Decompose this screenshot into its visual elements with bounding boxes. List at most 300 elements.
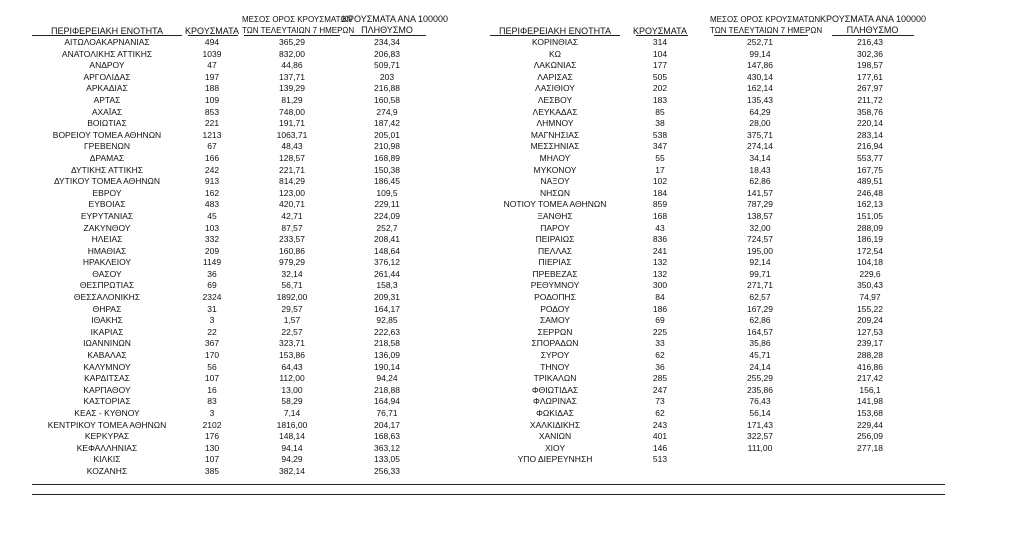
region-cell: ΕΥΒΟΙΑΣ [88,199,126,210]
avg-cell: 64,43 [281,361,303,372]
per100k-cell: 209,24 [857,315,883,326]
cases-cell: 43 [655,222,665,233]
avg-cell: 195,00 [747,245,773,256]
avg-cell: 45,71 [749,350,771,361]
region-cell: ΑΝΔΡΟΥ [89,60,125,71]
table-row [32,385,502,397]
region-cell: ΖΑΚΥΝΘΟΥ [83,222,131,233]
table-row [480,49,950,61]
cases-cell: 85 [655,106,665,117]
table-row [480,176,950,188]
cases-cell: 401 [652,431,668,442]
header-underline [832,35,914,36]
avg-cell: 814,29 [279,176,305,187]
per100k-cell: 109,5 [376,187,398,198]
cases-cell: 67 [207,141,217,152]
table-row [32,72,502,84]
region-cell: ΚΕΦΑΛΛΗΝΙΑΣ [76,442,138,453]
table-row [480,373,950,385]
table-row [32,49,502,61]
region-cell: ΙΩΑΝΝΙΝΩΝ [83,338,131,349]
cases-cell: 130 [204,442,220,453]
table-row [32,420,502,432]
per100k-cell: 76,71 [376,408,398,418]
per100k-cell: 261,44 [374,268,400,279]
table-row [480,408,950,420]
avg-cell: 128,57 [279,152,305,163]
cases-cell: 103 [204,222,220,233]
region-cell: ΦΛΩΡΙΝΑΣ [533,396,577,407]
avg-cell: 13,00 [281,384,303,395]
table-row [480,37,950,49]
cases-cell: 22 [207,326,217,337]
cases-cell: 162 [204,187,220,198]
region-cell: ΗΜΑΘΙΑΣ [87,245,127,256]
region-cell: ΦΘΙΩΤΙΔΑΣ [531,384,579,395]
avg-cell: 22,57 [281,326,303,337]
region-cell: ΔΥΤΙΚΟΥ ΤΟΜΕΑ ΑΘΗΝΩΝ [53,176,161,187]
cases-cell: 38 [655,118,665,129]
avg-cell: 235,86 [747,384,773,395]
region-cell: ΝΑΞΟΥ [540,176,570,187]
region-cell: ΡΟΔΟΥ [540,303,570,314]
per100k-cell: 186,19 [857,234,883,245]
avg-cell: 64,29 [749,106,771,117]
cases-cell: 69 [207,280,217,291]
per100k-cell: 164,94 [374,396,400,407]
table-row [480,107,950,119]
region-cell: ΜΕΣΣΗΝΙΑΣ [530,141,580,152]
cases-cell: 36 [207,268,217,279]
table-row [32,396,502,408]
region-cell: ΘΕΣΠΡΩΤΙΑΣ [79,280,135,291]
cases-cell: 2102 [202,419,222,430]
header-per100k-line2: ΠΛΗΘΥΣΜΟ [846,25,899,35]
region-cell: ΝΗΣΩΝ [539,187,571,198]
avg-cell: 1,57 [283,315,301,326]
avg-cell: 164,57 [747,326,773,337]
cases-cell: 243 [652,419,668,430]
per100k-cell: 288,09 [857,222,883,233]
avg-cell: 138,57 [747,210,773,221]
cases-cell: 31 [207,303,217,314]
avg-cell: 42,71 [281,210,303,221]
avg-cell: 94,29 [281,454,303,465]
bottom-rule [32,494,945,495]
avg-cell: 153,86 [279,350,305,361]
per100k-cell: 229,11 [374,199,400,210]
cases-cell: 17 [655,164,665,175]
cases-cell: 225 [652,326,668,337]
per100k-cell: 104,18 [857,257,883,268]
per100k-cell: 162,13 [857,199,883,210]
table-row [32,234,502,246]
avg-cell: 112,00 [279,373,305,384]
per100k-cell: 229,6 [859,268,881,279]
per100k-cell: 553,77 [857,152,883,163]
region-cell: ΑΝΑΤΟΛΙΚΗΣ ΑΤΤΙΚΗΣ [61,48,153,59]
region-cell: ΒΟΙΩΤΙΑΣ [87,118,127,129]
per100k-cell: 190,14 [374,361,400,372]
table-row [480,338,950,350]
avg-cell: 56,71 [281,280,303,291]
avg-cell: 160,86 [279,245,305,256]
table-row [480,431,950,443]
header-avg-line2: ΤΩΝ ΤΕΛΕΥΤΑΙΩΝ 7 ΗΜΕΡΩΝ [710,26,823,35]
region-cell: ΚΟΖΑΝΗΣ [86,465,128,476]
cases-cell: 55 [655,152,665,163]
table-row [32,223,502,235]
table-row [32,118,502,130]
region-cell: ΚΩ [548,48,562,59]
cases-cell: 45 [207,210,217,221]
cases-cell: 102 [652,176,668,187]
per100k-cell: 216,43 [857,37,883,47]
per100k-cell: 186,45 [374,176,400,187]
cases-cell: 367 [204,338,220,349]
cases-cell: 300 [652,280,668,291]
table-row [480,280,950,292]
header-cases: ΚΡΟΥΣΜΑΤΑ [633,26,687,36]
cases-cell: 69 [655,315,665,326]
header-underline [714,35,808,36]
left-rows [32,37,502,478]
table-row [480,141,950,153]
cases-cell: 859 [652,199,668,210]
table-row [32,165,502,177]
region-cell: ΠΕΙΡΑΙΩΣ [535,234,575,245]
avg-cell: 221,71 [279,164,305,175]
table-row [32,362,502,374]
avg-cell: 81,29 [281,94,303,105]
table-row [480,327,950,339]
table-row [480,362,950,374]
table-row [32,246,502,258]
region-cell: ΣΥΡΟΥ [540,350,570,361]
cases-cell: 170 [204,350,220,361]
per100k-cell: 168,89 [374,152,400,163]
table-row [480,223,950,235]
table-row [32,130,502,142]
cases-cell: 853 [204,106,220,117]
avg-cell: 191,71 [279,118,305,129]
region-cell: ΛΑΣΙΘΙΟΥ [535,83,575,94]
table-row [32,153,502,165]
table-row [32,199,502,211]
avg-cell: 32,14 [281,268,303,279]
per100k-cell: 234,34 [374,37,400,47]
region-cell: ΘΑΣΟΥ [92,268,122,279]
region-cell: ΘΗΡΑΣ [92,303,122,314]
region-cell: ΗΡΑΚΛΕΙΟΥ [82,257,132,268]
region-cell: ΧΑΝΙΩΝ [538,431,572,442]
per100k-cell: 164,17 [374,303,400,314]
cases-cell: 385 [204,465,220,476]
table-row [32,408,502,420]
avg-cell: 252,71 [747,37,773,47]
per100k-cell: 177,61 [857,71,883,82]
per100k-cell: 155,22 [857,303,883,314]
region-cell: ΜΗΛΟΥ [539,152,571,163]
region-cell: ΣΠΟΡΑΔΩΝ [531,338,579,349]
avg-cell: 1816,00 [276,419,308,430]
per100k-cell: 350,43 [857,280,883,291]
cases-cell: 836 [652,234,668,245]
cases-cell: 132 [652,268,668,279]
region-cell: ΤΡΙΚΑΛΩΝ [533,373,577,384]
table-row [480,72,950,84]
region-cell: ΥΠΟ ΔΙΕΡΕΥΝΗΣΗ [517,454,593,465]
cases-cell: 347 [652,141,668,152]
cases-cell: 107 [204,373,220,384]
table-row [32,338,502,350]
cases-cell: 1039 [202,48,222,59]
cases-cell: 109 [204,94,220,105]
cases-cell: 1149 [202,257,222,268]
header-underline [350,35,426,36]
per100k-cell: 216,88 [374,83,400,94]
region-cell: ΑΡΓΟΛΙΔΑΣ [83,71,131,82]
region-cell: ΦΩΚΙΔΑΣ [536,408,574,418]
right-table [480,0,950,548]
per100k-cell: 220,14 [857,118,883,129]
header-region: ΠΕΡΙΦΕΡΕΙΑΚΗ ΕΝΟΤΗΤΑ [498,26,612,36]
avg-cell: 24,14 [749,361,771,372]
cases-cell: 188 [204,83,220,94]
table-row [32,60,502,72]
avg-cell: 141,57 [747,187,773,198]
region-cell: ΛΑΡΙΣΑΣ [537,71,573,82]
table-row [32,350,502,362]
avg-cell: 748,00 [279,106,305,117]
per100k-cell: 141,98 [857,396,883,407]
cases-cell: 176 [204,431,220,442]
avg-cell: 171,43 [747,419,773,430]
cases-cell: 168 [652,210,668,221]
cases-cell: 16 [207,384,217,395]
per100k-cell: 256,09 [857,431,883,442]
header-underline [490,35,620,36]
table-row [32,188,502,200]
avg-cell: 123,00 [279,187,305,198]
per100k-cell: 153,68 [857,408,883,418]
cases-cell: 1213 [202,129,222,140]
region-cell: ΑΡΚΑΔΙΑΣ [86,83,128,94]
region-cell: ΠΑΡΟΥ [540,222,570,233]
avg-cell: 979,29 [279,257,305,268]
avg-cell: 832,00 [279,48,305,59]
cases-cell: 47 [207,60,217,71]
per100k-cell: 158,3 [376,280,398,291]
region-cell: ΠΙΕΡΙΑΣ [538,257,572,268]
cases-cell: 83 [207,396,217,407]
cases-cell: 3 [209,315,215,326]
region-cell: ΔΥΤΙΚΗΣ ΑΤΤΙΚΗΣ [70,164,144,175]
cases-cell: 242 [204,164,220,175]
avg-cell: 18,43 [749,164,771,175]
cases-cell: 186 [652,303,668,314]
header-avg-line1: ΜΕΣΟΣ ΟΡΟΣ ΚΡΟΥΣΜΑΤΩΝ [710,15,821,24]
table-row [480,234,950,246]
cases-cell: 209 [204,245,220,256]
region-cell: ΛΑΚΩΝΙΑΣ [533,60,577,71]
table-row [32,327,502,339]
table-row [480,83,950,95]
table-row [32,292,502,304]
cases-cell: 505 [652,71,668,82]
per100k-cell: 211,72 [857,94,883,105]
cases-cell: 314 [652,37,668,47]
avg-cell: 56,14 [749,408,771,418]
region-cell: ΘΕΣΣΑΛΟΝΙΚΗΣ [73,292,141,303]
per100k-cell: 92,85 [376,315,398,326]
per100k-cell: 288,28 [857,350,883,361]
per100k-cell: 489,51 [857,176,883,187]
region-cell: ΑΡΤΑΣ [93,94,121,105]
region-cell: ΙΘΑΚΗΣ [91,315,123,326]
per100k-cell: 376,12 [374,257,400,268]
avg-cell: 382,14 [279,465,305,476]
region-cell: ΧΙΟΥ [544,442,566,453]
per100k-cell: 94,24 [376,373,398,384]
per100k-cell: 187,42 [374,118,400,129]
avg-cell: 7,14 [283,408,301,418]
per100k-cell: 160,58 [374,94,400,105]
table-row [32,107,502,119]
avg-cell: 87,57 [281,222,303,233]
region-cell: ΒΟΡΕΙΟΥ ΤΟΜΕΑ ΑΘΗΝΩΝ [52,129,162,140]
per100k-cell: 267,97 [857,83,883,94]
per100k-cell: 156,1 [859,384,881,395]
avg-cell: 375,71 [747,129,773,140]
cases-cell: 132 [652,257,668,268]
table-row [480,350,950,362]
region-cell: ΙΚΑΡΙΑΣ [90,326,124,337]
header-cases: ΚΡΟΥΣΜΑΤΑ [185,26,239,36]
cases-cell: 202 [652,83,668,94]
region-cell: ΚΟΡΙΝΘΙΑΣ [531,37,579,47]
avg-cell: 322,57 [747,431,773,442]
table-row [480,246,950,258]
left-table [32,0,502,548]
table-row [32,141,502,153]
per100k-cell: 218,58 [374,338,400,349]
per100k-cell: 224,09 [374,210,400,221]
per100k-cell: 151,05 [857,210,883,221]
table-row [32,280,502,292]
region-cell: ΧΑΛΚΙΔΙΚΗΣ [529,419,581,430]
table-row [480,60,950,72]
region-cell: ΠΕΛΛΑΣ [537,245,573,256]
avg-cell: 135,43 [747,94,773,105]
avg-cell: 162,14 [747,83,773,94]
table-row [32,304,502,316]
table-row [32,95,502,107]
per100k-cell: 208,41 [374,234,400,245]
region-cell: ΚΑΒΑΛΑΣ [87,350,127,361]
avg-cell: 420,71 [279,199,305,210]
avg-cell: 62,86 [749,315,771,326]
table-row [480,199,950,211]
table-row [480,95,950,107]
avg-cell: 99,71 [749,268,771,279]
avg-cell: 323,71 [279,338,305,349]
cases-cell: 56 [207,361,217,372]
cases-cell: 197 [204,71,220,82]
table-row [480,454,950,466]
table-row [32,466,502,478]
header-per100k-line2: ΠΛΗΘΥΣΜΟ [361,25,413,35]
region-cell: ΗΛΕΙΑΣ [91,234,123,245]
region-cell: ΕΒΡΟΥ [92,187,122,198]
avg-cell: 94,14 [281,442,303,453]
cases-cell: 332 [204,234,220,245]
cases-cell: 913 [204,176,220,187]
avg-cell: 99,14 [749,48,771,59]
table-row [480,211,950,223]
per100k-cell: 168,63 [374,431,400,442]
per100k-cell: 218,88 [374,384,400,395]
per100k-cell: 222,63 [374,326,400,337]
avg-cell: 35,86 [749,338,771,349]
table-row [480,130,950,142]
region-cell: ΛΕΥΚΑΔΑΣ [532,106,578,117]
cases-cell: 483 [204,199,220,210]
header-underline [188,35,238,36]
table-row [480,257,950,269]
table-row [480,188,950,200]
avg-cell: 724,57 [747,234,773,245]
region-cell: ΡΕΘΥΜΝΟΥ [530,280,580,291]
table-row [32,454,502,466]
table-row [480,443,950,455]
per100k-cell: 217,42 [857,373,883,384]
table-row [32,83,502,95]
per100k-cell: 239,17 [857,338,883,349]
per100k-cell: 256,33 [374,465,400,476]
table-row [32,257,502,269]
avg-cell: 139,29 [279,83,305,94]
region-cell: ΜΥΚΟΝΟΥ [533,164,577,175]
region-cell: ΚΑΡΠΑΘΟΥ [83,384,131,395]
table-row [32,373,502,385]
avg-cell: 1063,71 [276,129,308,140]
avg-cell: 148,14 [279,431,305,442]
header-per100k-line1: ΚΡΟΥΣΜΑΤΑ ΑΝΑ 100000 [820,14,926,24]
header-underline [32,35,182,36]
per100k-cell: 358,76 [857,106,883,117]
avg-cell: 255,29 [747,373,773,384]
cases-cell: 2324 [202,292,222,303]
cases-cell: 184 [652,187,668,198]
table-row [32,443,502,455]
table-row [480,315,950,327]
per100k-cell: 274,9 [376,106,398,117]
avg-cell: 137,71 [279,71,305,82]
table-row [32,269,502,281]
cases-cell: 62 [655,408,665,418]
per100k-cell: 167,75 [857,164,883,175]
region-cell: ΕΥΡΥΤΑΝΙΑΣ [80,210,134,221]
per100k-cell: 246,48 [857,187,883,198]
per100k-cell: 283,14 [857,129,883,140]
cases-cell: 247 [652,384,668,395]
cases-cell: 62 [655,350,665,361]
region-cell: ΑΧΑΪΑΣ [91,106,123,117]
avg-cell: 167,29 [747,303,773,314]
per100k-cell: 172,54 [857,245,883,256]
per100k-cell: 210,98 [374,141,400,152]
